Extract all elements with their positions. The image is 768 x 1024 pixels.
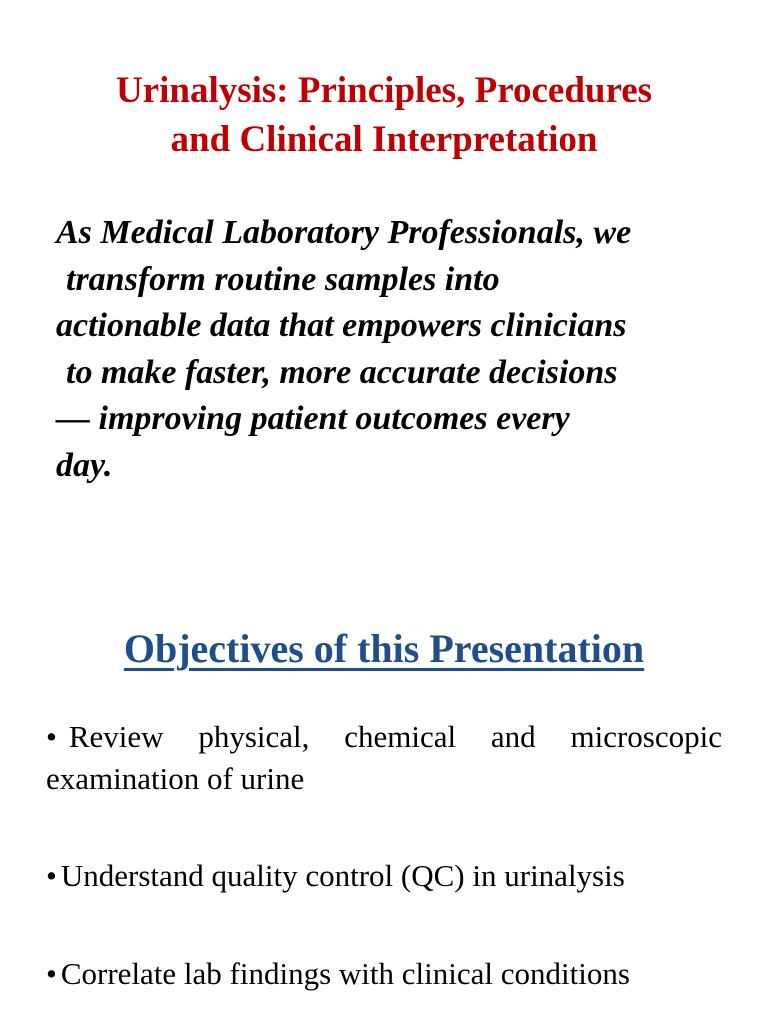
mission-line-3: actionable data that empowers clinicians bbox=[56, 307, 627, 344]
mission-line-5: — improving patient outcomes every bbox=[56, 400, 570, 437]
title-line-1: Urinalysis: Principles, Procedures bbox=[115, 70, 653, 111]
bullet-icon: • bbox=[46, 719, 57, 754]
mission-line-2: transform routine samples into bbox=[66, 260, 500, 298]
objectives-heading: Objectives of this Presentation bbox=[123, 626, 645, 671]
bullet-icon: • bbox=[46, 858, 57, 893]
mission-line-4: to make faster, more accurate decisions bbox=[66, 353, 618, 391]
objective-text: Correlate lab findings with clinical conditions bbox=[60, 956, 630, 991]
objective-item bbox=[46, 855, 722, 897]
objective-item bbox=[46, 716, 722, 800]
mission-line-6: day. bbox=[56, 446, 113, 484]
title-line-2: and Clinical Interpretation bbox=[170, 119, 598, 160]
bullet-icon: • bbox=[46, 956, 57, 991]
mission-line-1: As Medical Laboratory Professionals, we bbox=[56, 214, 632, 251]
document-title bbox=[0, 66, 768, 164]
mission-statement bbox=[56, 210, 746, 489]
objective-item bbox=[46, 953, 722, 995]
objective-text: Review physical, chemical and microscopic examination of urine bbox=[46, 719, 722, 796]
objective-text: Understand quality control (QC) in urinalysis bbox=[60, 858, 625, 893]
